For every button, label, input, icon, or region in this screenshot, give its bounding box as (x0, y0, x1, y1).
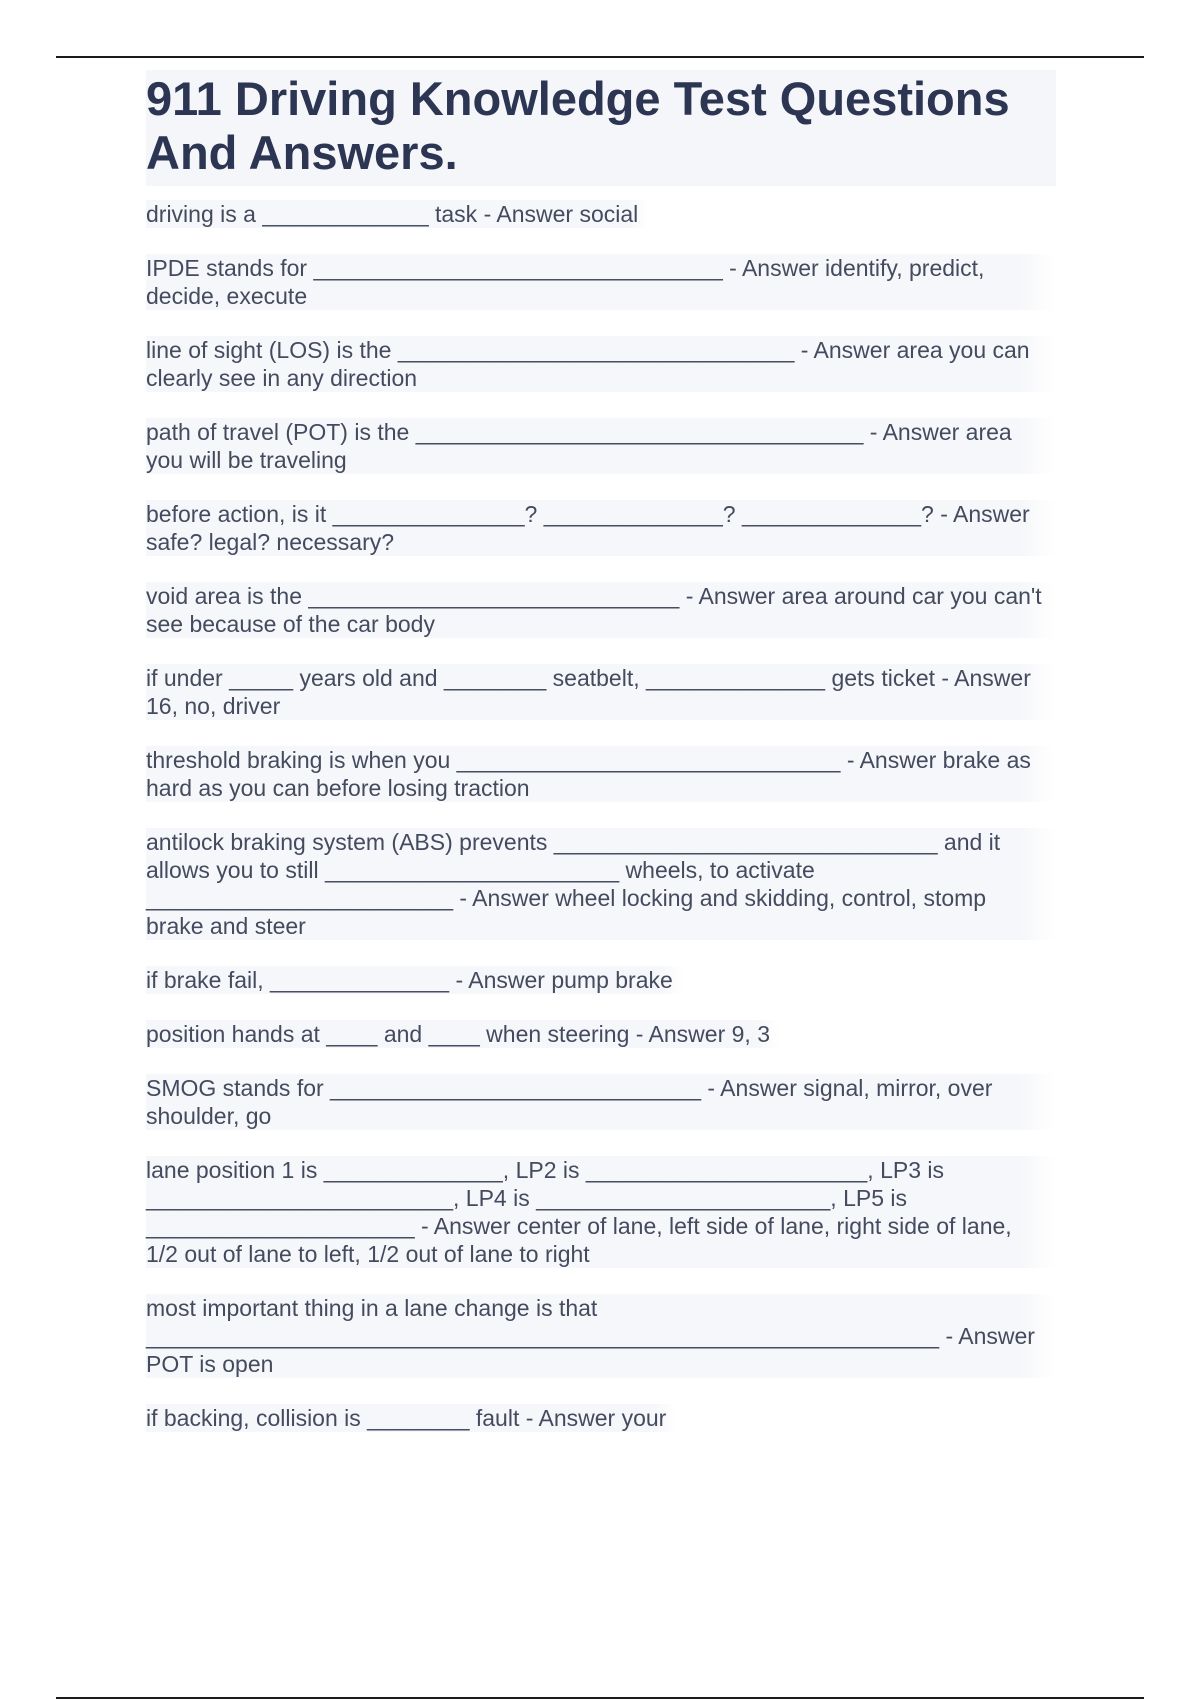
question-item: threshold braking is when you ______________________________ - Answer brake as hard as you can before losing traction (146, 746, 1056, 802)
question-item: antilock braking system (ABS) prevents ______________________________ and it allows you to still _______________________ wheels, to activate ________________________ - Answer wheel locking and skidding, control, stomp brake and steer (146, 828, 1056, 940)
question-item: line of sight (LOS) is the _______________________________ - Answer area you can clearly see in any direction (146, 336, 1056, 392)
bottom-rule (56, 1697, 1144, 1699)
question-list (146, 200, 1056, 1458)
question-item: if under _____ years old and ________ seatbelt, ______________ gets ticket - Answer 16, no, driver (146, 664, 1056, 720)
question-item: lane position 1 is ______________, LP2 is ______________________, LP3 is ________________________, LP4 is _______________________, LP5 is _____________________ - Answer center of lane, left side of lane, right side of lane, 1/2 out of lane to left, 1/2 out of lane to right (146, 1156, 1056, 1268)
question-item: if backing, collision is ________ fault - Answer your (146, 1404, 676, 1432)
question-item: void area is the _____________________________ - Answer area around car you can't see because of the car body (146, 582, 1056, 638)
question-item: most important thing in a lane change is that ______________________________________________________________ - Answer POT is open (146, 1294, 1056, 1378)
question-item: path of travel (POT) is the ___________________________________ - Answer area you will be traveling (146, 418, 1056, 474)
question-item: IPDE stands for ________________________________ - Answer identify, predict, decide, execute (146, 254, 1056, 310)
question-item: driving is a _____________ task - Answer social (146, 200, 648, 228)
question-item: before action, is it _______________? ______________? ______________? - Answer safe? legal? necessary? (146, 500, 1056, 556)
top-rule (56, 56, 1144, 58)
question-item: if brake fail, ______________ - Answer pump brake (146, 966, 683, 994)
document-body (146, 70, 1056, 1458)
document-title: 911 Driving Knowledge Test Questions And Answers. (146, 70, 1056, 186)
question-item: position hands at ____ and ____ when steering - Answer 9, 3 (146, 1020, 780, 1048)
question-item: SMOG stands for _____________________________ - Answer signal, mirror, over shoulder, go (146, 1074, 1056, 1130)
